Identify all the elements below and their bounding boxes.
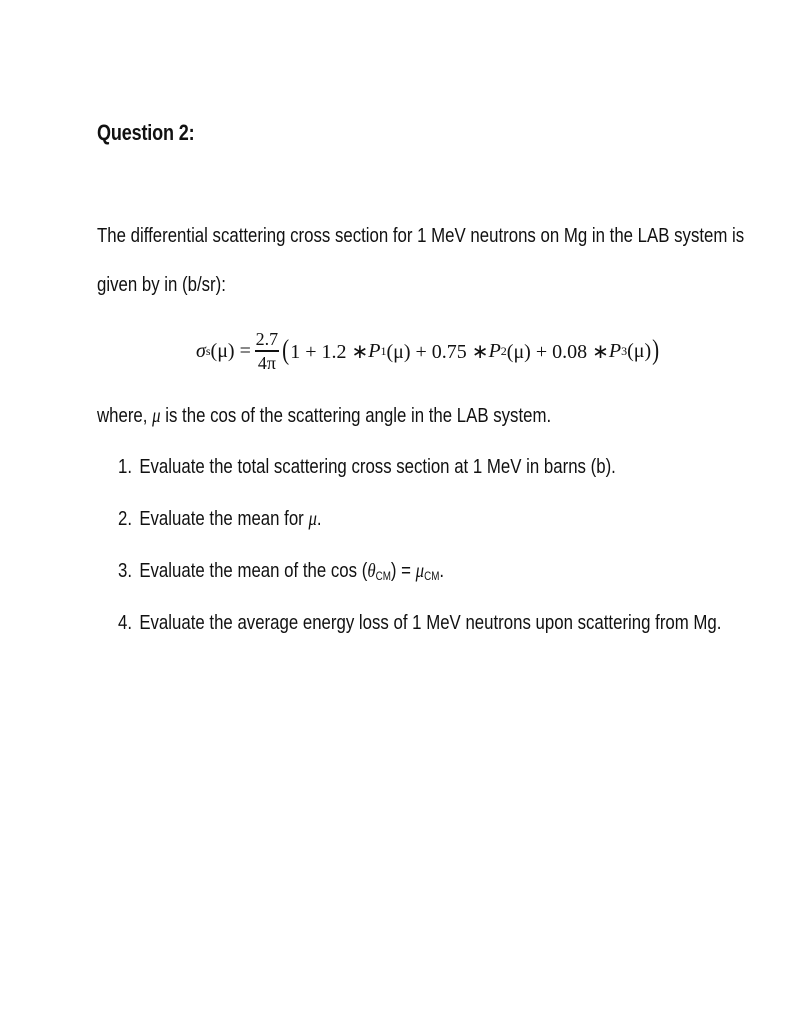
list-item-1-text — [118, 455, 616, 479]
list-item-2-end: . — [316, 507, 322, 530]
question-heading — [97, 120, 216, 146]
where-suffix: is the cos of the scattering angle in the LAB system. — [160, 404, 552, 427]
eq-sigma: σ — [196, 339, 206, 362]
eq-p2-arg: (μ) + 0.08 ∗ — [506, 340, 609, 363]
eq-sigma-sub: s — [205, 343, 211, 358]
list-item-4-body: Evaluate the average energy loss of 1 MeV neutrons upon scattering from Mg. — [139, 611, 722, 634]
list-item-1-number: 1. — [118, 455, 133, 478]
list-item-1-body: Evaluate the total scattering cross section at 1 MeV in barns (b). — [139, 455, 616, 478]
eq-p3-sub: 3 — [621, 343, 628, 358]
eq-p3-arg: (μ) — [627, 339, 652, 362]
list-item-4-number: 4. — [118, 611, 133, 634]
eq-p2-sub: 2 — [500, 343, 507, 358]
eq-frac-denominator: 4π — [257, 352, 276, 373]
list-item-4 — [118, 611, 791, 635]
list-item-3-mu: μ — [415, 560, 425, 582]
list-item-3-theta-sub: CM — [375, 569, 391, 583]
list-item-2-text — [118, 507, 322, 531]
eq-close-paren: ) — [652, 335, 660, 366]
list-item-3 — [118, 559, 516, 583]
list-item-3-text — [118, 559, 444, 583]
list-item-2-number: 2. — [118, 507, 133, 530]
intro-line-2 — [97, 273, 254, 297]
list-item-2-body: Evaluate the mean for — [139, 507, 309, 530]
list-item-1 — [118, 455, 725, 479]
intro-line-1 — [97, 224, 791, 248]
eq-p3: P — [608, 339, 622, 362]
cross-section-equation — [196, 318, 660, 384]
where-line-text — [97, 404, 551, 428]
where-prefix: where, — [97, 404, 153, 427]
intro-line-1-text: The differential scattering cross section for 1 MeV neutrons on Mg in the LAB system is — [97, 224, 745, 247]
list-item-4-text — [118, 611, 721, 635]
eq-p1: P — [368, 339, 381, 362]
eq-open-paren: ( — [282, 335, 290, 366]
eq-term0: 1 + 1.2 ∗ — [290, 340, 369, 363]
eq-lhs-arg: (μ) = — [210, 339, 251, 362]
list-item-3-mu-sub: CM — [424, 569, 440, 583]
question-heading-text: Question 2: — [97, 120, 195, 145]
list-item-3-end: . — [439, 559, 445, 582]
list-item-2-mu: μ — [308, 508, 317, 530]
list-item-3-theta: θ — [367, 560, 376, 582]
where-mu-symbol: μ — [152, 405, 161, 427]
eq-p1-sub: 1 — [380, 343, 387, 358]
intro-line-2-text: given by in (b/sr): — [97, 273, 226, 296]
eq-p2: P — [488, 339, 501, 362]
eq-frac-numerator: 2.7 — [255, 329, 279, 350]
list-item-3-body: Evaluate the mean of the cos ( — [139, 559, 368, 582]
list-item-3-mid: ) = — [390, 559, 416, 582]
list-item-3-number: 3. — [118, 559, 133, 582]
eq-p1-arg: (μ) + 0.75 ∗ — [386, 340, 489, 363]
eq-fraction — [255, 330, 279, 371]
list-item-2 — [118, 507, 366, 531]
where-line — [97, 404, 651, 428]
